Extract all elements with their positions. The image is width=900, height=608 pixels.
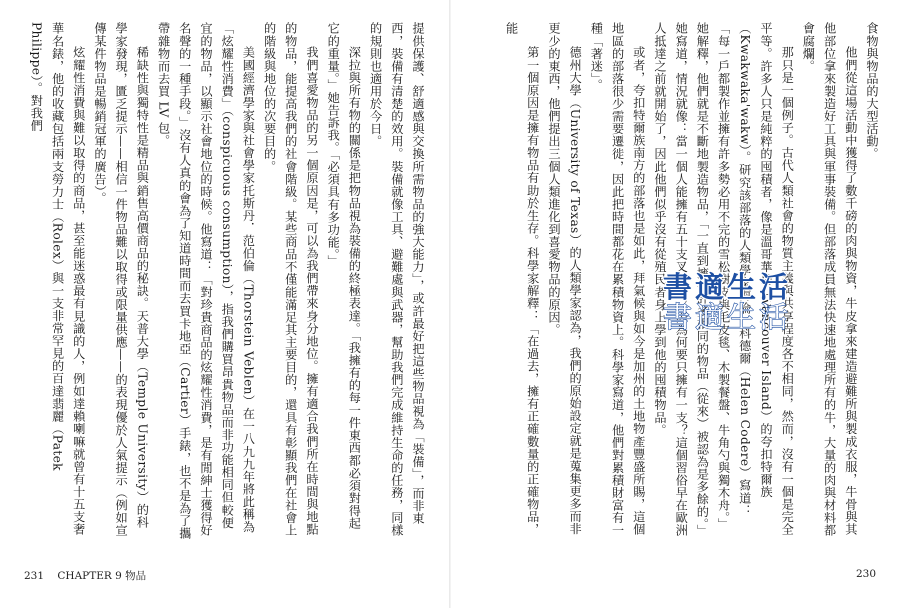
watermark-text-outline: 書適生活 <box>662 300 791 334</box>
right-page <box>450 0 900 608</box>
body-paragraph: 第一個原因是擁有物品有助於生存。科學家解釋：「在過去，擁有正確數量的正確物品，能 <box>504 22 540 536</box>
body-paragraph: 我們喜愛物品的另一個原因是，可以為我們帶來身分地位。擁有適合我們所在時間與地點的物品，能提高我們的社會階級。某些商品不僅能滿足其主要目的，還具有彰顯我們在社會上的階級與地位的次要目的。 <box>262 22 319 537</box>
left-page-footer <box>24 568 146 583</box>
left-page-body <box>18 22 428 540</box>
running-head: CHAPTER 9 物品 <box>57 570 147 582</box>
body-paragraph: 稀缺性與獨特性是精品與銷售高價商品的秘訣。天普大學（Temple University）的科學家發現，匱乏提示——相信一件物品難以取得或限量供應——的表現優於人氣提示（例如宣傳某件物品是暢銷冠軍的廣告）。 <box>92 22 150 537</box>
body-paragraph: 深拉與所有物的關係是把物品視為裝備的終極表達。「我擁有的每一件東西都必須對得起它的重量。」她告訴我。「必須具有多功能。」 <box>326 22 362 530</box>
body-paragraph: 那只是一個例子。古代人類社會的物質主義與共享程度各不相同，然而，沒有一個是完全平等。許多人只是純粹的囤積者，像是溫哥華島（Vancouver Island）的夸扣特爾族（Kwakwaka'wakw）。研究該部落的人類學家海倫．科德爾（Helen Codere）寫道：「每一戶都製作並擁有許多勢必用不完的雪松樹皮與毛皮毯、木製餐盤、牛角勺與獨木舟。」她解釋，他們就是不斷地製造物品，「一直到擁有許多相同的物品（從來）被認為是多餘的。」她寫道，情況就像：當一個人能擁有五十支叉子時，因為何要只擁有一支？這個習俗早在歐洲人抵達之前就開始了，因此他們似乎沒有從殖民者身上學到他的囤積物品。 <box>652 22 795 537</box>
right-page-body <box>460 22 882 540</box>
body-paragraph: 美國經濟學家與社會學家托斯丹．范伯倫（Thorstein Veblen）在一八九九年將此稱為「炫耀性消費」（conspicuous consumption），指我們購買昂貴物品而非功能相同但較便宜的物品，以顯示社會地位的時候。他寫道：「對珍貴商品的炫耀性消費，是有閒紳士獲得好名聲的一種手段。」沒有人真的會為了知道時間而去買卡地亞（Cartier）手錶，也不是為了攜帶雜物而去買 LV 包。 <box>156 22 256 540</box>
page-number: 230 <box>855 568 876 580</box>
body-paragraph: 提供保護、舒適感與交換所需物品的強大能力」，或許最好把這些物品視為「裝備」，而非東西，裝備有清楚的效用。裝備就像工具、避難處與武器，幫助我們完成維持生命的任務，同樣的規則也適用於今日。 <box>368 22 425 537</box>
watermark-text-solid: 書適生活 <box>662 270 791 304</box>
body-paragraph: 炫耀性消費與難以取得的商品，甚至能迷惑最有見識的人，例如達賴喇嘛就曾有十五支奢華名錶，他的收藏包括兩支勞力士（Rolex）與一支非常罕見的百達翡麗（Patek Philippe）。對我們 <box>29 22 86 536</box>
right-page-footer <box>856 568 876 580</box>
body-paragraph: 他們從這場活動中獲得了數千磅的肉與物資，牛皮拿來建造避難所與製成衣服，牛骨與其他部位拿來製造好工具與軍事裝備。但部落成員無法快速地處理所有的牛，大量的肉與材料都會腐爛。 <box>801 22 858 537</box>
body-paragraph: 或者，夸扣特爾族南方的部落也是如此，拜氣候與如今是加州的土地物產豐盛所賜，這個地區的部落很少需要遷徙，因此把時間都花在累積物資上。科學家寫道，他們對累積財富有一種「著迷」。 <box>589 22 646 537</box>
body-paragraph: 德州大學（University of Texas）的人類學家認為，我們的原始設定就是蒐集更多而非更少的東西，他們提出三個人類進化到喜愛物品的原因。 <box>546 22 583 536</box>
page-number: 231 <box>24 570 45 582</box>
body-paragraph: 食物與物品的大型活動。 <box>865 22 879 161</box>
